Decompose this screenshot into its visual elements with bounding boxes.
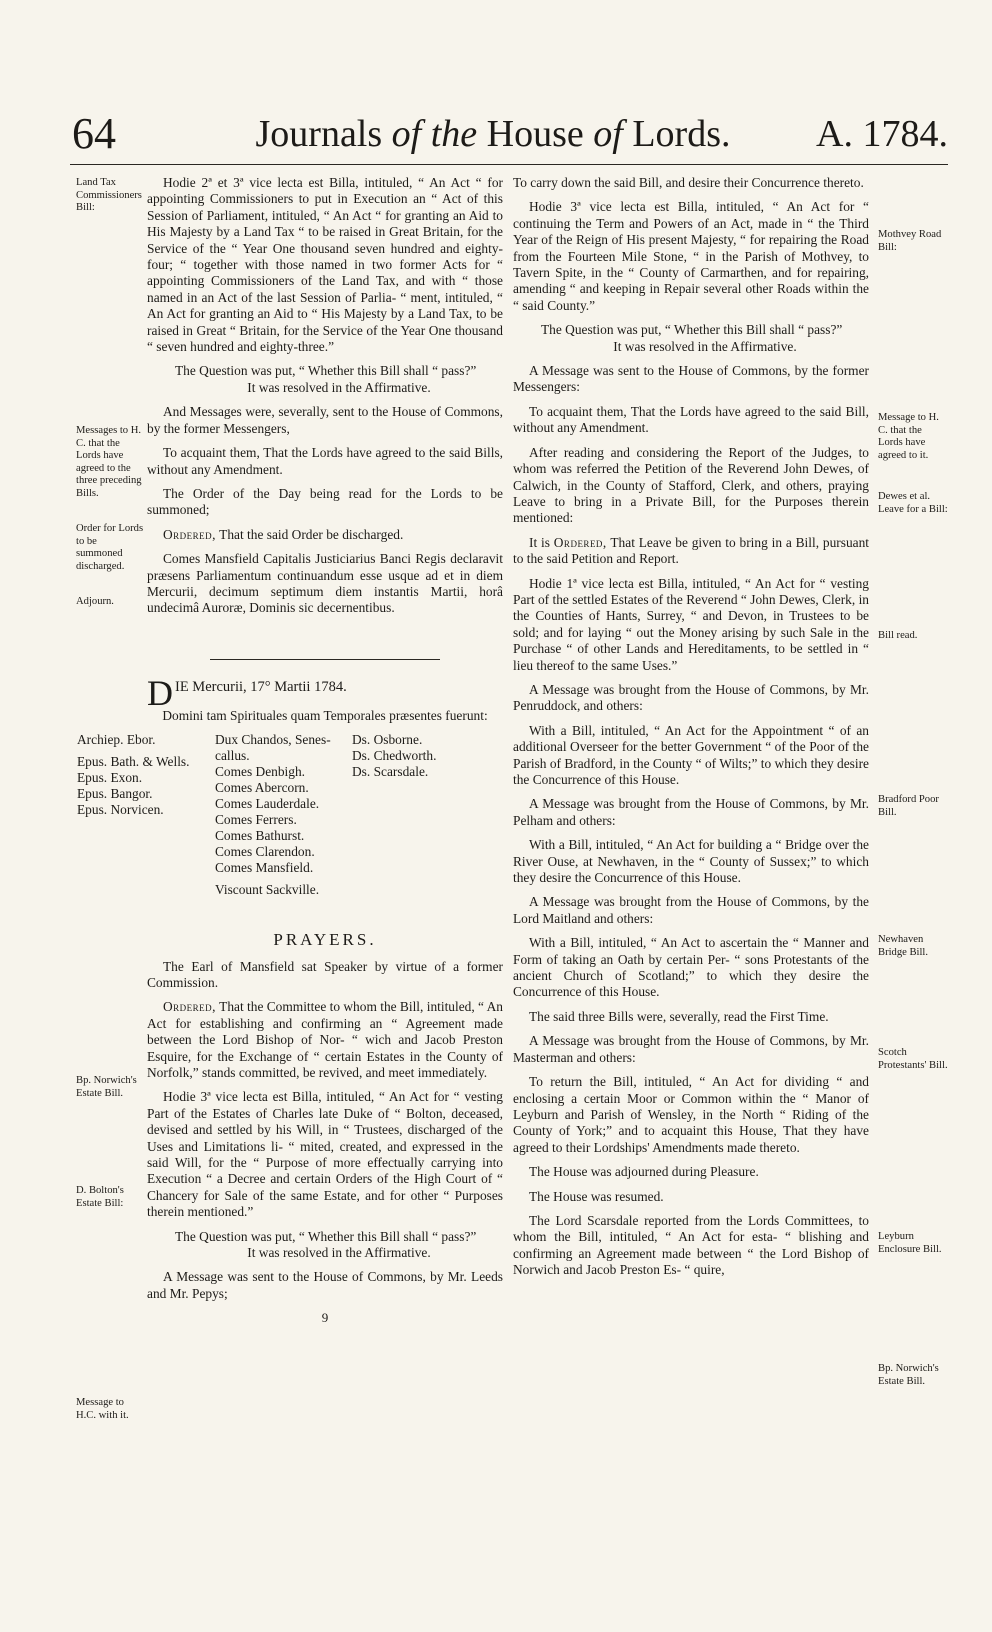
margin-note: Message to H.C. with it.	[76, 1397, 129, 1421]
signature-mark: 9	[321, 1310, 329, 1326]
attendance-list	[77, 732, 503, 928]
paragraph: Hodie 3ª vice lecta est Billa, intituled, “ An Act for “ vesting Part of the Estates of Charles late Duke of “ Bolton, deceased, devised and settled by his Will, in “ Trustees, discharged of the Uses and Limitations li- “ mited, created, and expressed in the said Will, for the “ Purpose of more effectually carrying into Execution “ a Decree and certain Orders of the High Court of “ Chancery for Sale of the same Estate, and for other “ Purposes therein mentioned.”	[147, 1089, 503, 1220]
attendee-name: Dux Chandos, Senes-	[215, 732, 331, 748]
question-put: The Question was put, “ Whether this Bill shall “ pass?” It was resolved in the Affirmative.	[175, 363, 477, 395]
attendee-name: Comes Bathurst.	[215, 828, 305, 844]
paragraph: The Earl of Mansfield sat Speaker by virtue of a former Commission.	[147, 958, 503, 990]
attendee-name: Epus. Bangor.	[77, 786, 153, 802]
paragraph: Ordered, That the said Order be discharged.	[163, 526, 404, 542]
margin-note: Newhaven Bridge Bill.	[878, 934, 929, 958]
margin-note: Bill read.	[878, 630, 918, 641]
attendee-name: Epus. Exon.	[77, 770, 143, 786]
running-header	[68, 104, 948, 164]
attendee-name: Comes Ferrers.	[215, 812, 297, 828]
attendee-name: Comes Lauderdale.	[215, 796, 320, 812]
paragraph: A Message was brought from the House of Commons, by Mr. Penruddock, and others:	[513, 681, 869, 714]
margin-note: Land Tax Commissioners Bill:	[76, 177, 142, 214]
paragraph: The House was resumed.	[529, 1188, 664, 1204]
margin-note: Mothvey Road Bill:	[878, 229, 942, 253]
attendee-name: Comes Abercorn.	[215, 780, 309, 796]
adjournment-paragraph: Comes Mansfield Capitalis Justiciarius Banci Regis declaravit præsens Parliamentum continuandum esse usque ad et in diem Mercurii, decimum septimum diem instantis Martii, horâ undecimâ Auroræ, Dominis sic decernentibus.	[147, 551, 503, 616]
attendance-bishops	[77, 732, 207, 818]
attendee-name: Comes Clarendon.	[215, 844, 315, 860]
prayers-heading: PRAYERS.	[273, 930, 377, 950]
paragraph: A Message was brought from the House of Commons, by Mr. Masterman and others:	[513, 1033, 869, 1065]
margin-note: Messages to H. C. that the Lords have agreed to the three preceding Bills.	[76, 425, 142, 499]
attendee-name: Viscount Sackville.	[215, 882, 320, 898]
question-put: The Question was put, “ Whether this Bill shall “ pass?” It was resolved in the Affirmative.	[541, 322, 843, 354]
year-heading: A. 1784.	[816, 113, 948, 155]
paragraph: A Message was sent to the House of Commons, by Mr. Leeds and Mr. Pepys;	[147, 1269, 503, 1301]
paragraph: To carry down the said Bill, and desire their Concurrence thereto.	[513, 175, 864, 190]
margin-note: Bradford Poor Bill.	[878, 794, 939, 818]
paragraph: The House was adjourned during Pleasure.	[529, 1164, 759, 1180]
attendee-name: Comes Denbigh.	[215, 764, 306, 780]
paragraph: Hodie 2ª et 3ª vice lecta est Billa, intituled, “ An Act “ for appointing Commissioners to put in Execution an “ Act of this Session of Parliament, intituled, “ An Act “ for granting an Aid to His Majesty by a Land Tax “ to be raised in Great Britain, for the Service of the “ Year One thousand seven hundred and eighty-four; “ together with those named in two former Acts for “ appointing Commissioners of the Land Tax, and with “ those named in an Act of the last Session of Parlia- “ ment, intituled, “ An Act for granting an Aid to “ His Majesty by a Land Tax, to be raised in Great “ Britain, for the Service of the Year One thousand “ seven hundred and eighty-three.”	[147, 175, 503, 355]
paragraph: A Message was sent to the House of Commons, by the former Messengers:	[513, 363, 869, 395]
attendee-name: Epus. Norvicen.	[77, 802, 164, 818]
margin-note: Dewes et al. Leave for a Bill:	[878, 491, 948, 515]
paragraph: A Message was brought from the House of Commons, by the Lord Maitland and others:	[513, 894, 869, 926]
attendee-name: Ds. Scarsdale.	[352, 764, 429, 780]
paragraph: With a Bill, intituled, “ An Act to ascertain the “ Manner and Form of taking an Oath by certain Per- “ sons Protestants of the ancient Church of Scotland;” to which they desire the Concurrence of this House.	[513, 935, 869, 1000]
attendance-heading: Domini tam Spirituales quam Temporales præsentes fuerunt:	[162, 707, 488, 723]
question-put: The Question was put, “ Whether this Bill shall “ pass?” It was resolved in the Affirmative.	[175, 1228, 477, 1261]
margin-note: Message to H. C. that the Lords have agreed to it.	[878, 412, 939, 461]
right-column	[513, 175, 869, 1287]
attendee-name: Ds. Osborne.	[352, 732, 423, 748]
margin-note: Bp. Norwich's Estate Bill.	[76, 1075, 137, 1099]
header-rule	[70, 164, 948, 165]
margin-note: Bp. Norwich's Estate Bill.	[878, 1363, 939, 1387]
attendee-name: Epus. Bath. & Wells.	[77, 754, 190, 770]
margin-note: Scotch Protestants' Bill.	[878, 1047, 948, 1071]
paragraph: It is Ordered, That Leave be given to bring in a Bill, pursuant to the said Petition and Report.	[513, 534, 869, 567]
attendance-peers	[215, 732, 350, 898]
paragraph: Ordered, That the Committee to whom the Bill, intituled, “ An Act for establishing and confirming an “ Agreement made between the Lord Bishop of Nor- “ wich and Jacob Preston Esquire, for the Exchange of “ certain Estates in the County of Norfolk,” stands committed, be revived, and meet immediately.	[147, 999, 503, 1080]
margin-note: Leyburn Enclosure Bill.	[878, 1231, 942, 1255]
paragraph: After reading and considering the Report of the Judges, to whom was referred the Petition of the Reverend John Dewes, of Calwich, in the County of Stafford, Clerk, and others, praying Leave to bring in a Private Bill, for the Purposes therein mentioned:	[513, 444, 869, 526]
attendee-name: callus.	[215, 748, 250, 764]
section-rule	[210, 659, 440, 660]
attendee-name: Archiep. Ebor.	[77, 732, 156, 748]
paragraph: Hodie 3ª vice lecta est Billa, intituled, “ An Act for “ continuing the Term and Powers of an Act, made in “ the Third Year of the Reign of His present Majesty, “ for repairing the Road from the Fourteen Mile Stone, “ in the Parish of Mothvey, to Tavern Spite, in the “ County of Carmarthen, and for repairing, amending “ and keeping in Repair several other Roads within the “ said County.”	[513, 199, 869, 313]
paragraph: With a Bill, intituled, “ An Act for the Appointment “ of an additional Overseer for the better Government “ of the Poor of the Parish of Bradford, in the County “ of Wilts;” to which they desire the Concurrence of this House.	[513, 722, 869, 787]
paragraph: To acquaint them, That the Lords have agreed to the said Bills, without any Amendment.	[147, 445, 503, 477]
margin-note: Adjourn.	[76, 596, 114, 607]
margin-note: D. Bolton's Estate Bill:	[76, 1185, 124, 1209]
paragraph: The said three Bills were, severally, read the First Time.	[529, 1008, 829, 1024]
attendee-name: Ds. Chedworth.	[352, 748, 437, 764]
paragraph: And Messages were, severally, sent to the House of Commons, by the former Messengers,	[147, 404, 503, 436]
paragraph: The Order of the Day being read for the Lords to be summoned;	[147, 485, 503, 518]
margin-note: Order for Lords to be summoned discharged.	[76, 523, 144, 572]
attendee-name: Comes Mansfield.	[215, 860, 314, 876]
paragraph: With a Bill, intituled, “ An Act for building a “ Bridge over the River Ouse, at Newhaven, in the “ County of Sussex;” to which they desire the Concurrence of this House.	[513, 837, 869, 886]
paragraph: To return the Bill, intituled, “ An Act for dividing “ and enclosing a certain Moor or Common within the “ Manor of Leyburn and Parish of Wensley, in the North “ Riding of the County of York;” and to acquaint this House, That they have agreed to their Lordships' Amendments made thereto.	[513, 1074, 869, 1155]
journal-title: Journals of the House of Lords.	[255, 113, 731, 155]
paragraph: To acquaint them, That the Lords have agreed to the said Bill, without any Amendment.	[513, 403, 869, 436]
sitting-date: DIE Mercurii, 17° Martii 1784.	[147, 672, 347, 713]
page-number: 64	[72, 109, 116, 158]
paragraph: Hodie 1ª vice lecta est Billa, intituled, “ An Act for “ vesting Part of the settled Estates of the Reverend “ John Dewes, Clerk, in the Counties of Hants, Surrey, “ and Devon, in Trustees to be sold; and for laying “ out the Money arising by such Sale in the Purchase “ of other Lands and Hereditaments, to be settled in “ lieu thereof to the same Uses.”	[513, 575, 869, 673]
paragraph: A Message was brought from the House of Commons, by Mr. Pelham and others:	[513, 796, 869, 828]
attendance-barons	[352, 732, 492, 780]
paragraph: The Lord Scarsdale reported from the Lords Committees, to whom the Bill, intituled, “ An Act for esta- “ blishing and confirming an Agreement made between “ the Lord Bishop of Norwich and Jacob Preston Es- “ quire,	[513, 1212, 869, 1278]
